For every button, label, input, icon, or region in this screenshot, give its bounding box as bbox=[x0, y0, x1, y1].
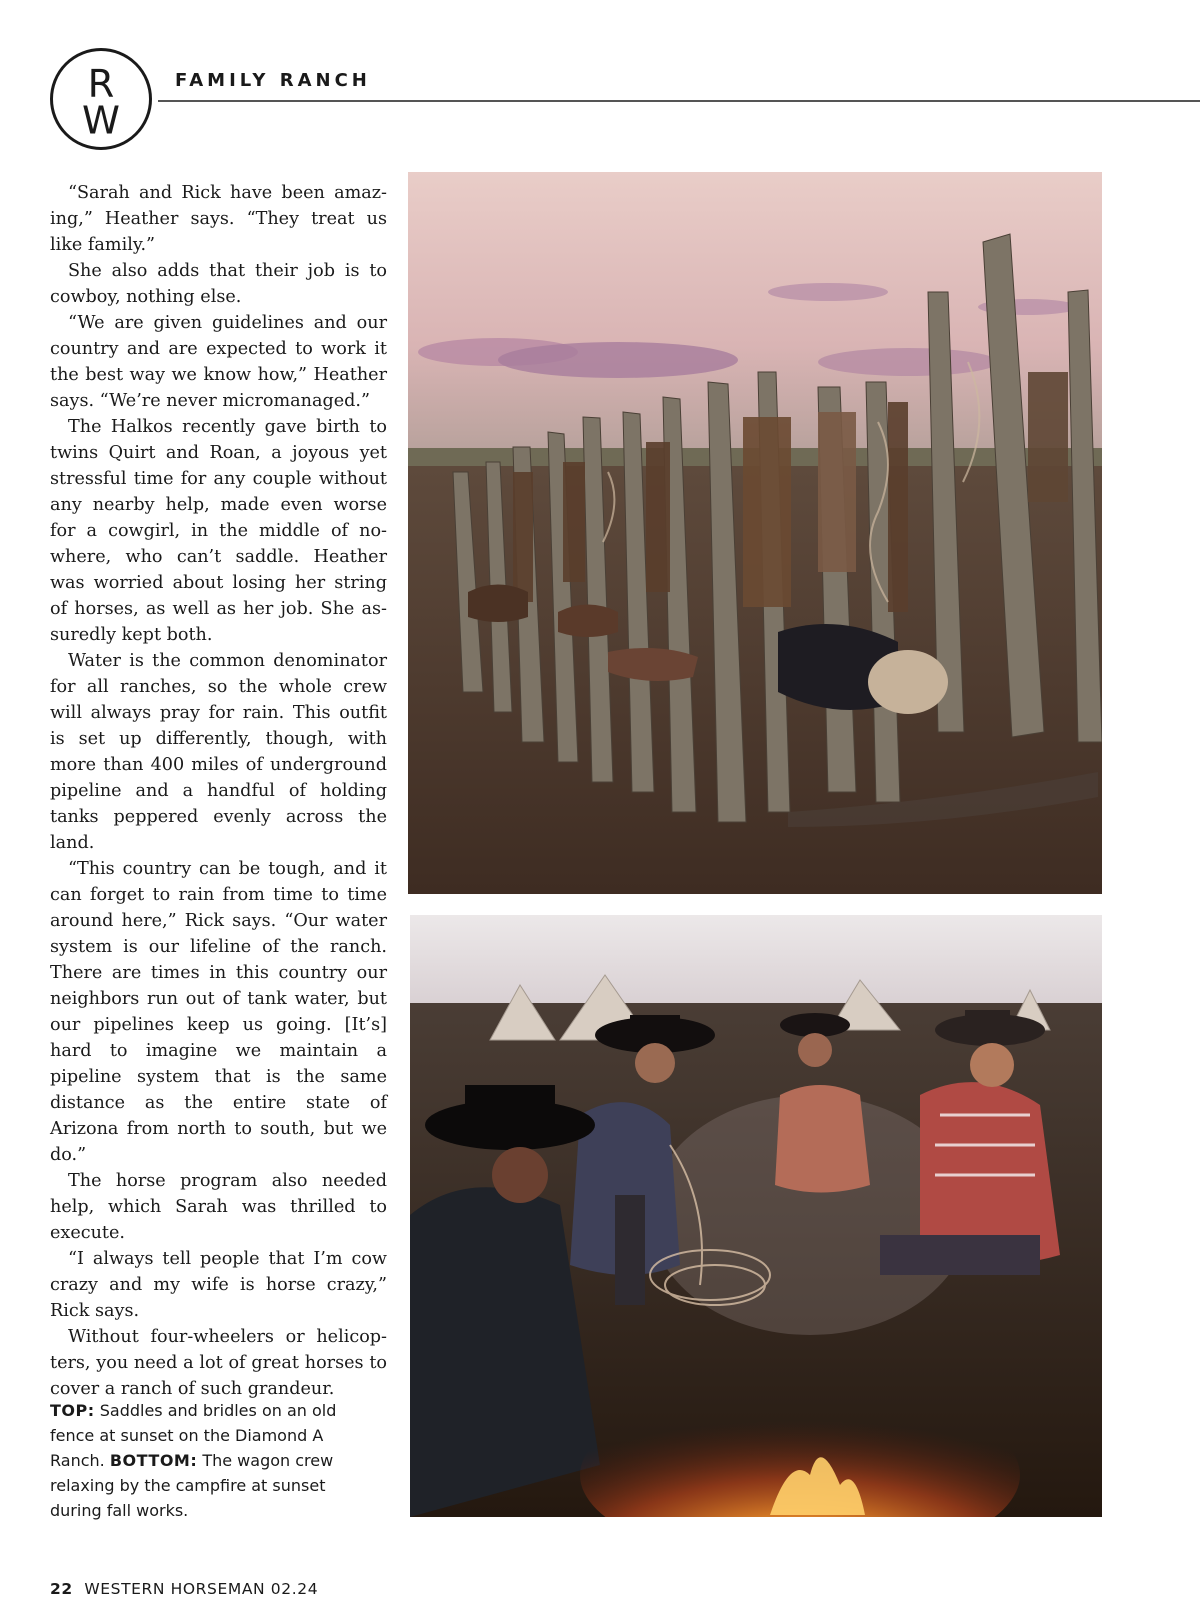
article-body bbox=[50, 180, 387, 1402]
article-paragraph: “We are given guidelines and our country and are expected to work it the best way we know how,” Heather says. “We’re never micromanaged.” bbox=[50, 313, 387, 411]
article-paragraph: The Halkos recently gave birth to twins Quirt and Roan, a joyous yet stressful time for any couple without any nearby help, made even worse for a cowgirl, in the middle of nowhere, who can’t saddle. Heather was worried about losing her string of horses, as well as her job. She assuredly kept both. bbox=[50, 417, 387, 645]
photo-saddles-fence bbox=[408, 172, 1102, 894]
photo-campfire-crew bbox=[410, 915, 1102, 1517]
issue-date: 02.24 bbox=[270, 1580, 319, 1598]
publication-name: WESTERN HORSEMAN bbox=[84, 1580, 266, 1598]
header-rule bbox=[158, 100, 1200, 102]
magazine-logo bbox=[50, 48, 152, 150]
article-paragraph: The horse program also needed help, which Sarah was thrilled to execute. bbox=[50, 1171, 387, 1243]
svg-text:W: W bbox=[82, 98, 120, 144]
article-paragraph: “Sarah and Rick have been amazing,” Heather says. “They treat us like family.” bbox=[50, 183, 387, 255]
svg-text:R: R bbox=[87, 62, 115, 108]
caption-bottom-text: The wagon crew relaxing by the campfire at sunset during fall works. bbox=[50, 1451, 334, 1520]
article-paragraph: Without four-wheelers or helicopters, you need a lot of great horses to cover a ranch of such grandeur. bbox=[50, 1327, 387, 1399]
caption-bottom-label: BOTTOM: bbox=[109, 1451, 198, 1470]
article-paragraph: “I always tell people that I’m cow crazy and my wife is horse crazy,” Rick says. bbox=[50, 1249, 387, 1321]
photo-caption bbox=[50, 1398, 355, 1523]
rw-monogram-icon bbox=[53, 51, 149, 147]
section-title: FAMILY RANCH bbox=[175, 70, 371, 91]
page-number: 22 bbox=[50, 1580, 73, 1598]
page-footer bbox=[50, 1580, 318, 1598]
caption-top-label: TOP: bbox=[50, 1401, 95, 1420]
article-paragraph: “This country can be tough, and it can forget to rain from time to time around here,” Rick says. “Our water system is our lifeline of the ranch. There are times in this country our neighbors run out of tank water, but our pipelines keep us going. [It’s] hard to imagine we maintain a pipeline system that is the same distance as the entire state of Arizona from north to south, but we do.” bbox=[50, 859, 387, 1165]
caption-top-text: Saddles and bridles on an old fence at sunset on the Diamond A Ranch. bbox=[50, 1401, 337, 1470]
article-paragraph: She also adds that their job is to cowboy, nothing else. bbox=[50, 261, 387, 307]
article-paragraph: Water is the common denominator for all ranches, so the whole crew will always pray for rain. This outfit is set up differently, though, with more than 400 miles of underground pipeline and a handful of holding tanks peppered evenly across the land. bbox=[50, 651, 387, 853]
